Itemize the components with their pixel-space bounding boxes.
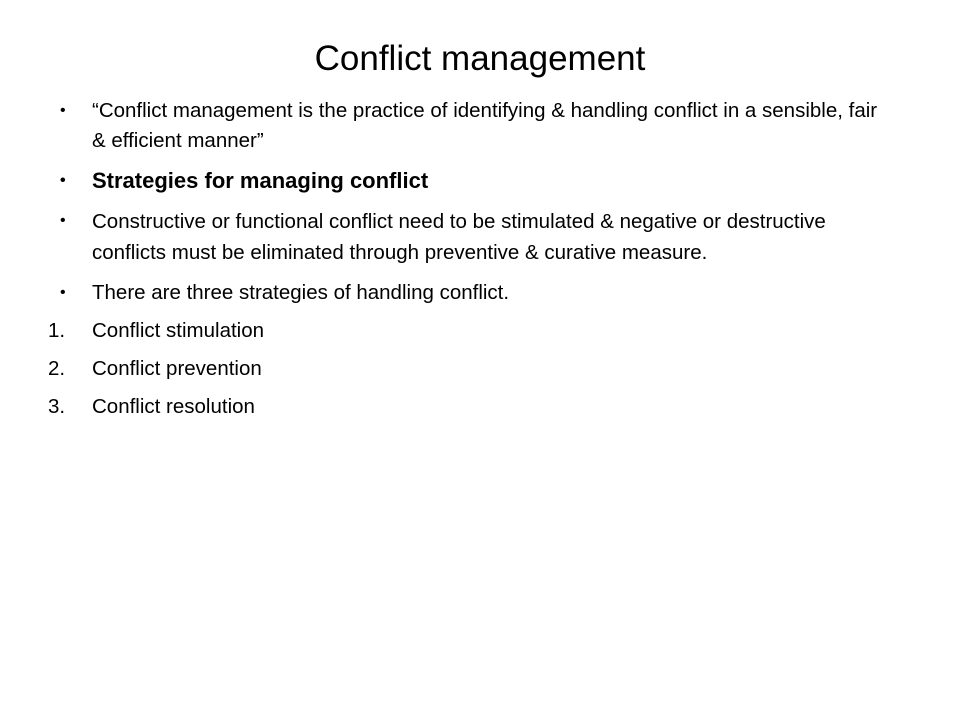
bullet-text: “Conflict management is the practice of identifying & handling conflict in a sensible, fair & efficient manner” (92, 99, 878, 152)
bullet-text: There are three strategies of handling conflict. (92, 281, 510, 304)
bullet-heading: Strategies for managing conflict (92, 168, 429, 193)
list-item (48, 206, 888, 268)
numbered-item (48, 354, 888, 384)
slide-title: Conflict management (314, 39, 646, 78)
numbered-text: Conflict prevention (92, 357, 262, 380)
bullet-text: Constructive or functional conflict need to be stimulated & negative or destructive conflicts must be eliminated through preventive & curative measure. (92, 210, 826, 264)
list-item (48, 166, 888, 196)
item-number: 3. (48, 395, 66, 418)
bullet-icon: • (60, 284, 66, 301)
item-number: 1. (48, 319, 66, 342)
numbered-text: Conflict stimulation (92, 319, 265, 342)
list-item (48, 96, 888, 156)
content-list (48, 96, 888, 430)
bullet-icon: • (60, 102, 66, 119)
list-item (48, 278, 888, 308)
bullet-icon: • (60, 172, 66, 189)
numbered-item (48, 392, 888, 422)
bullet-icon: • (60, 212, 66, 229)
item-number: 2. (48, 357, 66, 380)
numbered-item (48, 316, 888, 346)
numbered-text: Conflict resolution (92, 395, 255, 418)
